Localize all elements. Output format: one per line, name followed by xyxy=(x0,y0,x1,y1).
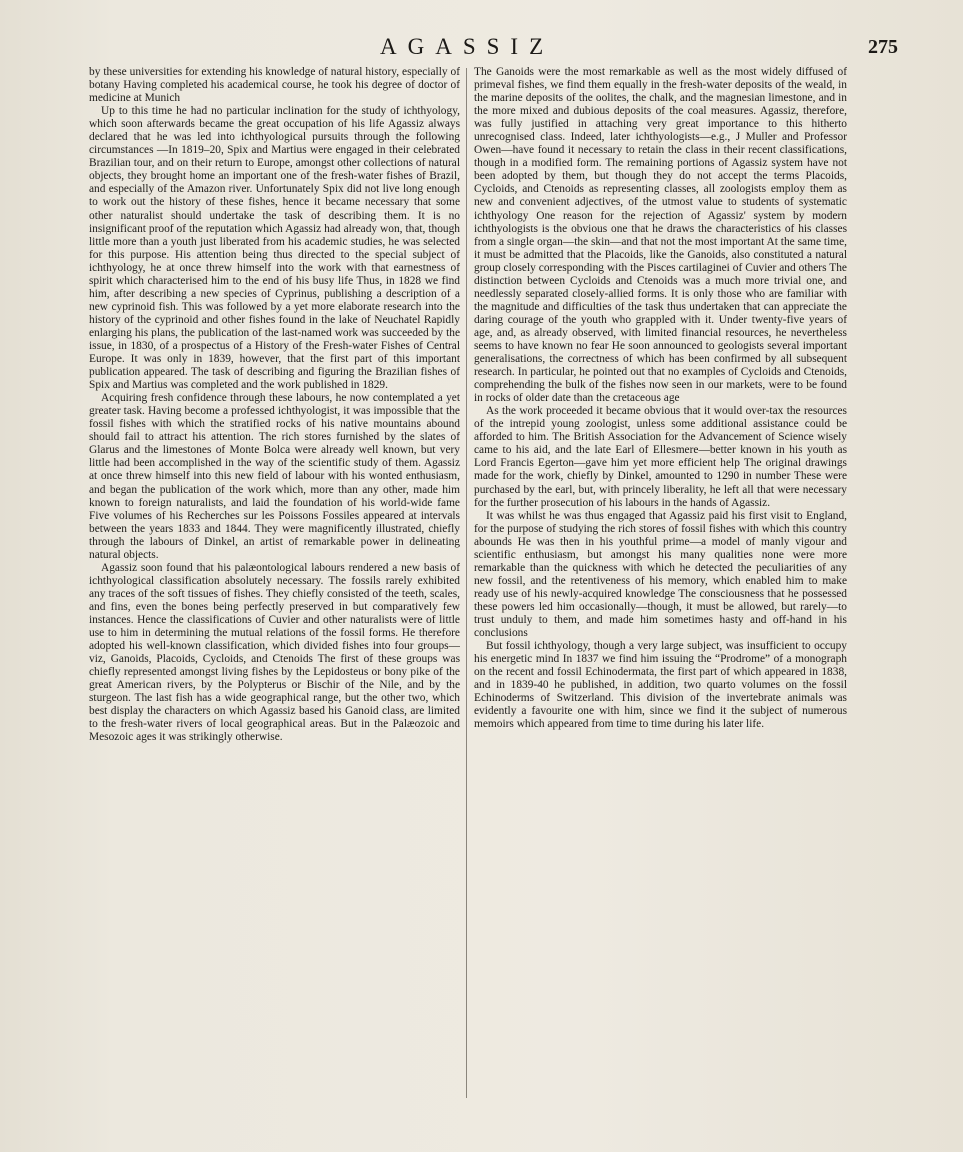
paragraph: Acquiring fresh confidence through these labours, he now contemplated a yet greater task. Having become a professed ichthyologist, it was impossible that the fossil fishes with which the stratified rocks of his native mountains abound should fail to attract his attention. The rich stores furnished by the slates of Glarus and the limestones of Monte Bolca were already well known, but very little had been accomplished in the way of the scientific study of them. Agassiz at once threw himself into this new field of labour with his wonted enthusiasm, and began the publication of the work which, more than any other, made him known to foreign naturalists, and laid the foundation of his world-wide fame Five volumes of his Recherches sur les Poissons Fossiles appeared at intervals between the years 1833 and 1844. They were magnificently illustrated, chiefly through the labours of Dinkel, an artist of remarkable power in delineating natural objects. xyxy=(89,392,460,561)
paragraph: But fossil ichthyology, though a very large subject, was insufficient to occupy his energetic mind In 1837 we find him issuing the “Prodrome” of a monograph on the recent and fossil Echinodermata, the first part of which appeared in 1838, and in 1839-40 he published, in addition, two quarto volumes on the fossil Echinoderms of Switzerland. This division of the invertebrate animals was evidently a favourite one with him, since we find it the subject of numerous memoirs which appeared from time to time during his later life. xyxy=(474,640,847,731)
left-column xyxy=(89,66,460,1121)
running-head xyxy=(0,34,963,64)
paragraph: by these universities for extending his knowledge of natural history, especially of botany Having completed his academical course, he took his degree of doctor of medicine at Munich xyxy=(89,66,460,105)
paragraph: Up to this time he had no particular inclination for the study of ichthyology, which soon afterwards became the great occupation of his life Agassiz always declared that he was led into ichthyological pursuits through the following circumstances —In 1819–20, Spix and Martius were engaged in their celebrated Brazilian tour, and on their return to Europe, amongst other collections of natural objects, they brought home an important one of the fresh-water fishes of Brazil, and especially of the Amazon river. Unfortunately Spix did not live long enough to work out the history of these fishes, hence it became necessary that some other naturalist should undertake the task of describing them. It is no insignificant proof of the reputation which Agassiz had already won, that, though little more than a youth just liberated from his academic studies, he was selected for this purpose. His attention being thus directed to the special subject of ichthyology, he at once threw himself into the work with that earnestness of spirit which characterised him to the end of his busy life Thus, in 1828 we find him, after describing a new species of Cyprinus, publishing a description of a new cyprinoid fish. This was followed by a yet more elaborate research into the history of the cyprinoid and other fishes found in the lake of Neuchatel Rapidly enlarging his plans, the publication of the last-named work was succeeded by the issue, in 1830, of a prospectus of a History of the Fresh-water Fishes of Central Europe. It was only in 1839, however, that the first part of this important publication appeared. The task of describing and figuring the Brazilian fishes of Spix and Martius was completed and the work published in 1829. xyxy=(89,105,460,392)
page-number: 275 xyxy=(868,36,898,58)
column-divider xyxy=(466,68,467,1098)
paragraph: Agassiz soon found that his palæontological labours rendered a new basis of ichthyological classification absolutely necessary. The fossils rarely exhibited any traces of the soft tissues of fishes. They chiefly consisted of the teeth, scales, and fins, even the bones being perfectly preserved in but comparatively few instances. Hence the classifications of Cuvier and other naturalists were of little use to him in determining the mutual relations of the fossil forms. He therefore adopted his well-known classification, which divided fishes into four groups—viz, Ganoids, Placoids, Cycloids, and Ctenoids The first of these groups was chiefly represented amongst living fishes by the Lepidosteus or bony pike of the great American rivers, by the Polypterus or Bischir of the Nile, and by the sturgeon. The last fish has a wide geographical range, but the other two, which best display the characters on which Agassiz based his Ganoid class, are limited to the fresh-water rivers of local geographical areas. But in the Palæozoic and Mesozoic ages it was strikingly otherwise. xyxy=(89,561,460,744)
right-column xyxy=(474,66,847,1106)
paragraph: The Ganoids were the most remarkable as well as the most widely diffused of primeval fishes, we find them equally in the fresh-water deposits of the weald, in the marine deposits of the oolites, the chalk, and the magnesian limestone, and in the more mixed and dubious deposits of the coal measures. Agassiz, therefore, was fully justified in attaching very great importance to this hitherto unrecognised class. Indeed, later ichthyologists—e.g., J Muller and Professor Owen—have found it necessary to retain the class in their recent classifications, though in a modified form. The remaining portions of Agassiz system have not been adopted by them, but though they do not accept the terms Placoids, Cycloids, and Ctenoids as representing classes, all zoologists employ them as new and convenient adjectives, of the utmost value to students of systematic ichthyology One reason for the rejection of Agassiz' system by modern ichthyologists is the obvious one that he draws the characteristics of his classes from a single organ—the skin—and that not the most important At the same time, it must be admitted that the Placoids, like the Ganoids, also constituted a natural group closely corresponding with the Pisces cartilaginei of Cuvier and others The distinction between Cycloids and Ctenoids was a much more trivial one, and needlessly separated closely-allied forms. It is only those who are familiar with the magnitude and difficulties of the task thus undertaken that can appreciate the daring courage of the youth who grappled with it. Under twenty-five years of age, and, as already observed, with limited financial resources, he nevertheless seems to have known no fear He soon announced to geologists several important generalisations, the correctness of which has been confirmed by all subsequent research. In particular, he pointed out that no examples of Cycloids and Ctenoids, comprehending the bulk of the fishes now seen in our markets, were to be found in rocks of older date than the cretaceous age xyxy=(474,66,847,405)
paragraph: As the work proceeded it became obvious that it would over-tax the resources of the intrepid young zoologist, unless some additional assistance could be afforded to him. The British Association for the Advancement of Science wisely came to his aid, and the late Earl of Ellesmere—better known in his youth as Lord Francis Egerton—gave him yet more efficient help The original drawings made for the work, chiefly by Dinkel, amounted to 1290 in number These were purchased by the earl, but, with princely liberality, he left all that were necessary for the further prosecution of his labours in the hands of Agassiz. xyxy=(474,405,847,509)
paragraph: It was whilst he was thus engaged that Agassiz paid his first visit to England, for the purpose of studying the rich stores of fossil fishes with which this country abounds He was then in his youthful prime—a model of manly vigour and scientific enthusiasm, but amongst his many qualities none were more remarkable than the quickness with which he detected the peculiarities of any new fossil, and the retentiveness of his memory, which enabled him to make ready use of his newly-acquired knowledge The consciousness that he possessed these powers led him occasionally—though, it must be allowed, but rarely—to trust unduly to them, and made him sometimes hasty and off-hand in his conclusions xyxy=(474,509,847,640)
page-title: AGASSIZ xyxy=(380,34,555,59)
